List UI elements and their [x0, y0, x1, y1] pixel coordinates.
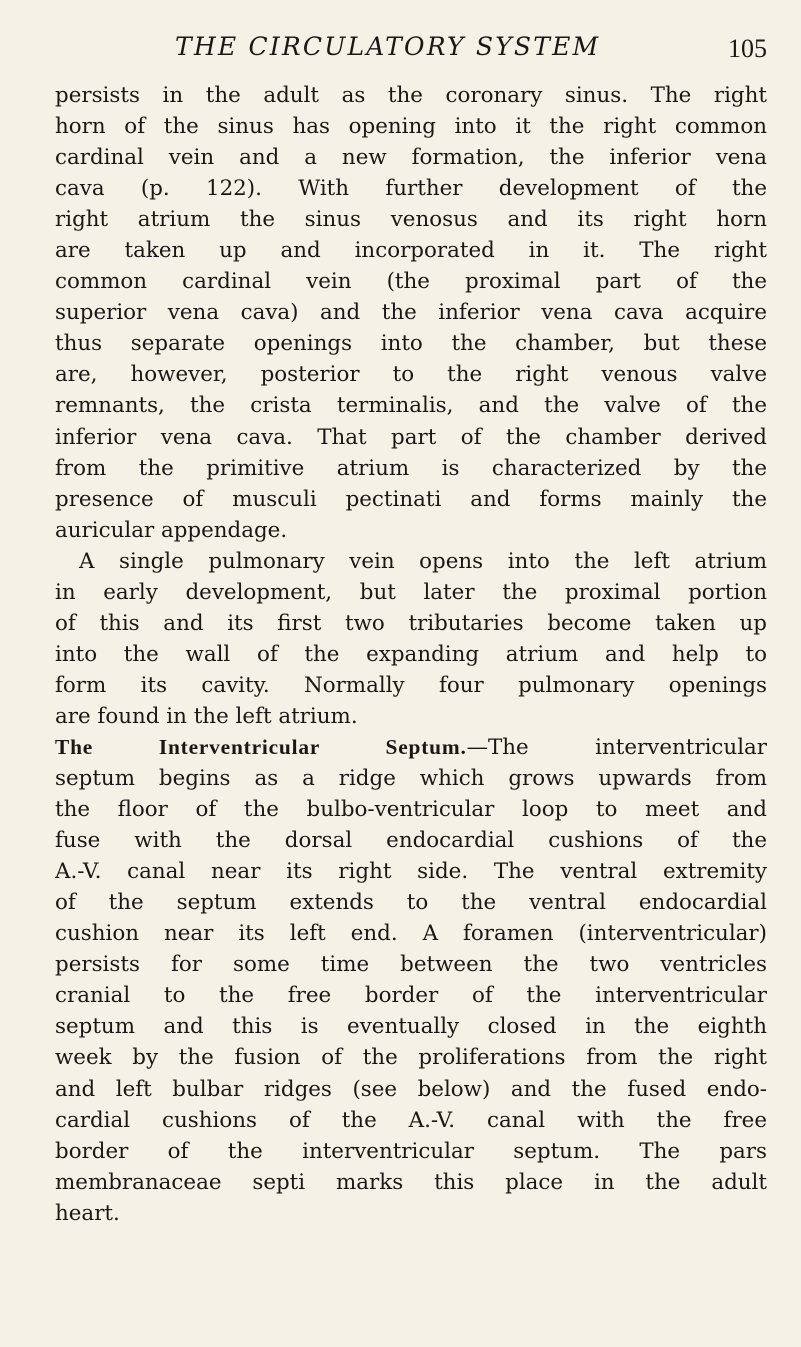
- text-line: are found in the left atrium.: [55, 703, 358, 729]
- text-line: membranaceae septi marks this place in the adult: [55, 1169, 767, 1195]
- text-line: form its cavity. Normally four pulmonary openings: [55, 672, 767, 698]
- text-line: horn of the sinus has opening into it the right common: [55, 114, 767, 140]
- text-line: cushion near its left end. A foramen (interventricular): [55, 921, 767, 947]
- text-line: thus separate openings into the chamber, but these: [55, 331, 767, 357]
- section-heading: The Interventricular Septum.: [55, 734, 467, 759]
- text-line: septum and this is eventually closed in the eighth: [55, 1014, 767, 1040]
- text-line: of the septum extends to the ventral endocardial: [55, 890, 767, 916]
- text-line: heart.: [55, 1200, 120, 1226]
- text-line: superior vena cava) and the inferior vena cava acquire: [55, 300, 767, 326]
- text-line: in early development, but later the proximal portion: [55, 579, 767, 605]
- text-line: —The interventricular: [466, 734, 768, 760]
- text-line: auricular appendage.: [55, 517, 288, 543]
- running-title: THE CIRCULATORY SYSTEM: [175, 32, 601, 61]
- text-line: cranial to the free border of the interventricular: [55, 983, 767, 1009]
- page-number: 105: [728, 34, 767, 63]
- text-line: cardinal vein and a new formation, the inferior vena: [55, 145, 767, 171]
- text-line: inferior vena cava. That part of the chamber derived: [55, 424, 767, 450]
- text-line: common cardinal vein (the proximal part of the: [55, 269, 767, 295]
- text-line: of this and its first two tributaries become taken up: [55, 610, 767, 636]
- text-line: right atrium the sinus venosus and its right horn: [55, 207, 767, 233]
- text-line: cava (p. 122). With further development of the: [55, 176, 767, 202]
- text-line: from the primitive atrium is characterized by the: [55, 455, 767, 481]
- text-line: fuse with the dorsal endocardial cushions of the: [55, 828, 767, 854]
- text-line: the floor of the bulbo-ventricular loop to meet and: [55, 797, 767, 823]
- text-line: and left bulbar ridges (see below) and the fused endo-: [55, 1076, 767, 1102]
- text-line: septum begins as a ridge which grows upwards from: [55, 766, 767, 792]
- text-line: A single pulmonary vein opens into the left atrium: [79, 548, 767, 574]
- body-text: [55, 80, 767, 1229]
- text-line: remnants, the crista terminalis, and the valve of the: [55, 393, 767, 419]
- section-heading-line: [55, 732, 767, 763]
- text-line: border of the interventricular septum. The pars: [55, 1138, 767, 1164]
- text-line: A.-V. canal near its right side. The ventral extremity: [55, 859, 767, 885]
- text-line: presence of musculi pectinati and forms mainly the: [55, 486, 767, 512]
- text-line: are taken up and incorporated in it. The right: [55, 238, 767, 264]
- text-line: week by the fusion of the proliferations from the right: [55, 1045, 767, 1071]
- text-line: into the wall of the expanding atrium and help to: [55, 641, 767, 667]
- text-line: cardial cushions of the A.-V. canal with the free: [55, 1107, 767, 1133]
- text-line: persists in the adult as the coronary sinus. The right: [55, 83, 767, 108]
- text-line: are, however, posterior to the right venous valve: [55, 362, 767, 388]
- page-header: [55, 24, 767, 64]
- text-line: persists for some time between the two ventricles: [55, 952, 767, 978]
